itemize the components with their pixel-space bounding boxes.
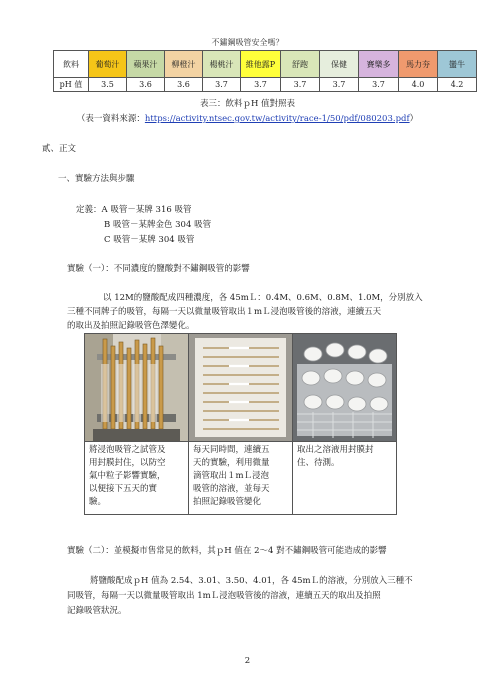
section-heading: 貳、正文: [42, 144, 77, 154]
experiment-1-line-3: 的取出及拍照記錄吸管色澤變化。: [67, 321, 195, 331]
source-prefix: （表一資料來源：: [76, 114, 145, 124]
section-subheading: 一、實驗方法與步驟: [58, 174, 135, 184]
drink-name-cell: 賽樂多: [359, 51, 399, 78]
ph-value-cell: 3.7: [359, 78, 399, 92]
pipettes-photo: [189, 334, 292, 441]
source-note: [0, 112, 495, 124]
experiment-2-title: 實驗（二）：並模擬市售常見的飲料，其ｐH 值在 2～4 對不鏽鋼吸管可能造成的影響: [67, 546, 387, 556]
source-link[interactable]: https://activity.ntsec.gov.tw/activity/race-1/50/pdf/080203.pdf: [144, 114, 410, 124]
definition-line-a: 定義：A 吸管－某牌 316 吸管: [76, 205, 192, 215]
experiment-2-line-1: 將鹽酸配成ｐH 值為 2.54、3.01、3.50、4.01，各 45mＬ的溶液，分別放入三種不: [90, 576, 413, 586]
page-header-title: 不鏽鋼吸管安全嗎？: [211, 38, 284, 47]
drink-name-cell: 蘋果汁: [127, 51, 165, 78]
definition-line-b: B 吸管－某牌金色 304 吸管: [104, 220, 212, 230]
experiment-1-line-2: 三種不同牌子的吸管，每隔一天以微量吸管取出１mＬ浸泡吸管後的溶液，連續五天: [67, 307, 382, 317]
photo-caption-1: 將浸泡吸管之試管及 用封膜封住，以防空 氣中粒子影響實驗， 以便接下五天的實 驗。: [89, 445, 166, 507]
ph-value-cell: 3.7: [281, 78, 320, 92]
test-tube-rack-photo: [85, 334, 188, 441]
page-number: 2: [244, 656, 251, 666]
experiment-2-line-3: 記錄吸管狀況。: [67, 606, 127, 616]
drink-name-cell: 柳橙汁: [165, 51, 203, 78]
drink-name-cell: 楊桃汁: [203, 51, 241, 78]
table-header-drink: 飲料: [54, 51, 89, 78]
photo-table: [84, 333, 397, 515]
ph-value-table: [53, 50, 477, 92]
ph-value-cell: 3.6: [127, 78, 165, 92]
drink-name-cell: 維他露P: [241, 51, 281, 78]
experiment-1-line-1: 以 12M的鹽酸配成四種濃度，各 45mＬ：0.4M、0.6M、0.8M、1.0M，分別放入: [103, 293, 423, 303]
ph-value-cell: 4.0: [399, 78, 438, 92]
experiment-2-line-2: 同吸管，每隔一天以微量吸管取出 1mＬ浸泡吸管後的溶液，連續五天的取出及拍照: [67, 591, 381, 601]
drink-name-cell: 舒跑: [281, 51, 320, 78]
definition-line-c: C 吸管－某牌 304 吸管: [104, 235, 195, 245]
experiment-1-title: 實驗（一）：不同濃度的鹽酸對不鏽鋼吸管的影響: [67, 264, 250, 274]
drink-name-cell: 蠻牛: [438, 51, 477, 78]
sample-cups-photo: [293, 334, 396, 441]
table-caption: 表三：飲料ｐH 值對照表: [199, 99, 296, 109]
source-suffix: ）: [409, 114, 419, 124]
ph-value-cell: 3.7: [203, 78, 241, 92]
photo-caption-2: 每天同時間，連續五 天的實驗，利用微量 滴管取出１mＬ浸泡 吸管的溶液，並每天 拍照記錄吸管變化: [193, 445, 270, 507]
ph-value-cell: 4.2: [438, 78, 477, 92]
table-header-ph: pH 值: [54, 78, 89, 92]
drink-name-cell: 葡萄汁: [89, 51, 127, 78]
drink-name-cell: 馬力夯: [399, 51, 438, 78]
ph-value-cell: 3.7: [241, 78, 281, 92]
photo-caption-3: 取出之溶液用封膜封 住、待測。: [297, 445, 374, 468]
drink-name-cell: 保健: [320, 51, 359, 78]
ph-value-cell: 3.5: [89, 78, 127, 92]
ph-value-cell: 3.6: [165, 78, 203, 92]
ph-value-cell: 3.7: [320, 78, 359, 92]
